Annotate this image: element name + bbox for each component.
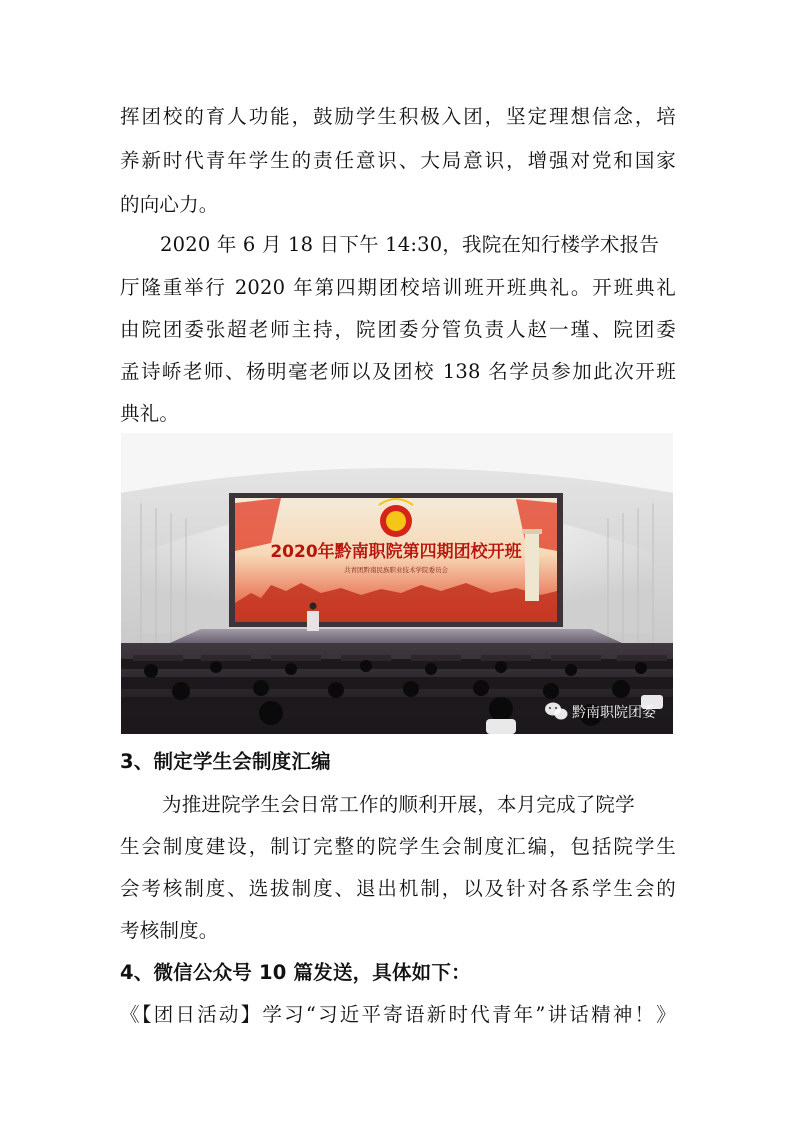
paragraph1-line-3: 的向心力。 — [120, 193, 219, 216]
paragraph2-line-1: 2020 年 6 月 18 日下午 14:30，我院在知行楼学术报告 — [160, 233, 660, 256]
paragraph2-line-4: 孟诗峤老师、杨明毫老师以及团校 138 名学员参加此次开班 — [120, 360, 676, 383]
paragraph1-line-2: 养新时代青年学生的责任意识、大局意识，增强对党和国家 — [120, 149, 676, 172]
section3-line-4: 考核制度。 — [120, 919, 219, 942]
section3-line-3: 会考核制度、选拔制度、退出机制，以及针对各系学生会的 — [120, 877, 676, 900]
paragraph2-line-5: 典礼。 — [120, 402, 180, 425]
section3-line-2: 生会制度建设，制订完整的院学生会制度汇编，包括院学生 — [120, 835, 676, 858]
section3-heading: 3、制定学生会制度汇编 — [120, 750, 331, 773]
ceremony-photo — [121, 433, 673, 734]
paragraph1-line-1: 挥团校的育人功能，鼓励学生积极入团，坚定理想信念，培 — [120, 105, 676, 128]
screen-subtitle: 共青团黔南民族职业技术学院委员会 — [344, 566, 448, 574]
screen-title: 2020年黔南职院第四期团校开班 — [270, 542, 522, 562]
section4-heading: 4、微信公众号 10 篇发送，具体如下： — [120, 961, 471, 984]
paragraph2-line-2: 厅隆重举行 2020 年第四期团校培训班开班典礼。开班典礼 — [120, 276, 676, 299]
section3-line-1: 为推进院学生会日常工作的顺利开展，本月完成了院学 — [162, 793, 635, 816]
watermark-text: 黔南职院团委 — [572, 705, 656, 721]
paragraph2-line-3: 由院团委张超老师主持，院团委分管负责人赵一瑾、院团委 — [120, 318, 676, 341]
section4-item-1: 《【团日活动】学习“习近平寄语新时代青年”讲话精神！》 — [120, 1003, 676, 1026]
